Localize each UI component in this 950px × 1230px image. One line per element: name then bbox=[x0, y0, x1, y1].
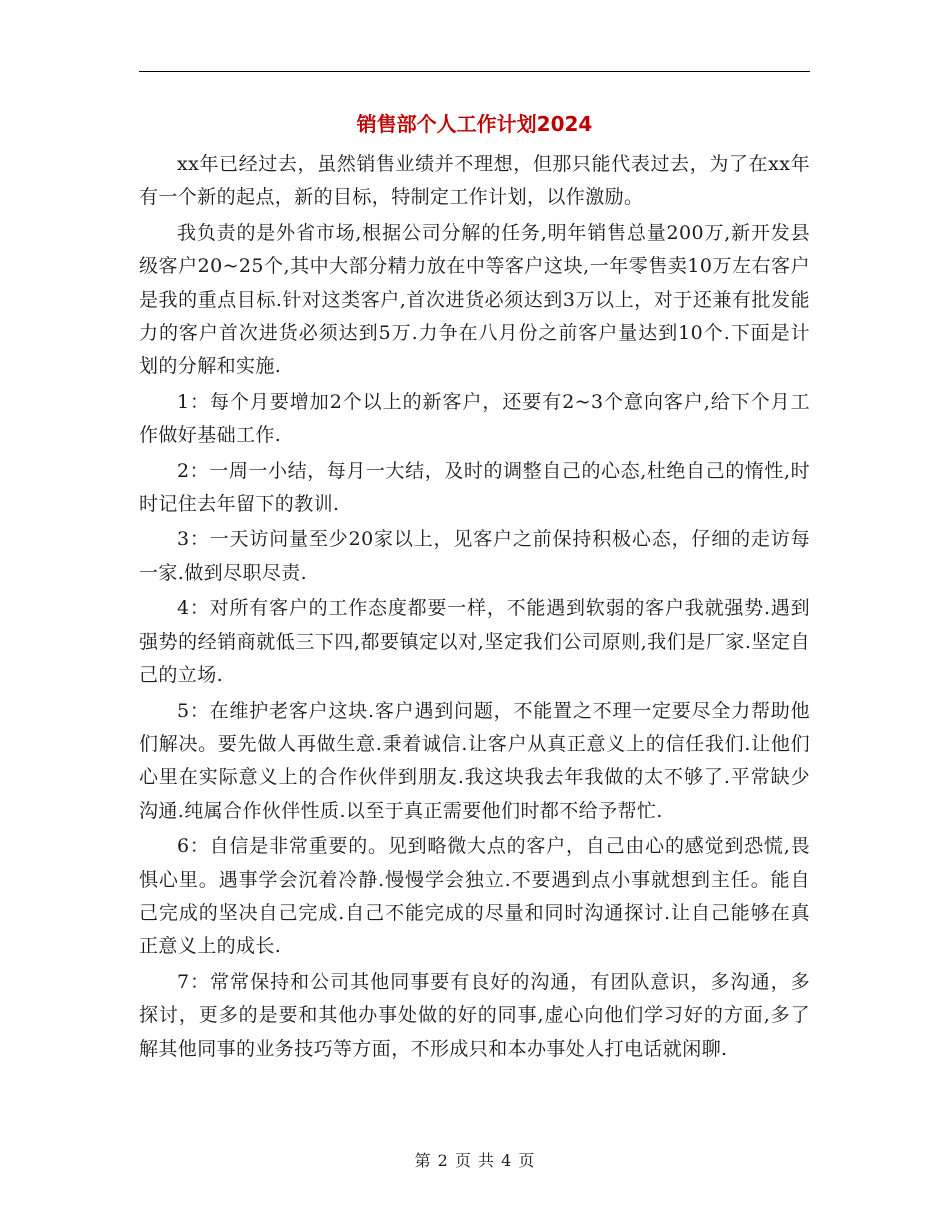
paragraph-item-6: 6：自信是非常重要的。见到略微大点的客户，自己由心的感觉到恐慌,畏惧心里。遇事学会沉着冷静.慢慢学会独立.不要遇到点小事就想到主任。能自己完成的坚决自己完成.自己不能完成的尽量和同时沟通探讨.让自己能够在真正意义上的成长. bbox=[139, 835, 810, 958]
paragraph-item-2: 2：一周一小结，每月一大结，及时的调整自己的心态,杜绝自己的惰性,时时记住去年留下的教训. bbox=[139, 459, 810, 516]
paragraph-item-7: 7：常常保持和公司其他同事要有良好的沟通，有团队意识，多沟通，多探讨，更多的是要和其他办事处做的好的同事,虚心向他们学习好的方面,多了解其他同事的业务技巧等方面，不形成只和本办事处人打电话就闲聊. bbox=[139, 970, 810, 1060]
paragraph-item-3: 3：一天访问量至少20家以上，见客户之前保持积极心态，仔细的走访每一家.做到尽职尽责. bbox=[139, 528, 810, 584]
header-rule bbox=[139, 71, 810, 72]
page-number-footer: 第 2 页 共 4 页 bbox=[414, 1151, 535, 1170]
document-body bbox=[139, 148, 810, 1068]
paragraph-intro: xx年已经过去，虽然销售业绩并不理想，但那只能代表过去，为了在xx年有一个新的起点，新的目标，特制定工作计划，以作激励。 bbox=[139, 153, 810, 209]
paragraph-item-4: 4：对所有客户的工作态度都要一样，不能遇到软弱的客户我就强势.遇到强势的经销商就低三下四,都要镇定以对,坚定我们公司原则,我们是厂家.坚定自己的立场. bbox=[139, 597, 810, 687]
paragraph-item-1: 1：每个月要增加2个以上的新客户，还要有2~3个意向客户,给下个月工作做好基础工作. bbox=[139, 390, 810, 447]
document-title: 销售部个人工作计划2024 bbox=[356, 112, 593, 136]
paragraph-market: 我负责的是外省市场,根据公司分解的任务,明年销售总量200万,新开发县级客户20~25个,其中大部分精力放在中等客户这块,一年零售卖10万左右客户是我的重点目标.针对这类客户,首次进货必须达到3万以上，对于还兼有批发能力的客户首次进货必须达到5万.力争在八月份之前客户量达到10个.下面是计划的分解和实施. bbox=[139, 221, 810, 378]
paragraph-item-5: 5：在维护老客户这块.客户遇到问题，不能置之不理一定要尽全力帮助他们解决。要先做人再做生意.秉着诚信.让客户从真正意义上的信任我们.让他们心里在实际意义上的合作伙伴到朋友.我这块我去年我做的太不够了.平常缺少沟通.纯属合作伙伴性质.以至于真正需要他们时都不给予帮忙. bbox=[139, 699, 810, 822]
